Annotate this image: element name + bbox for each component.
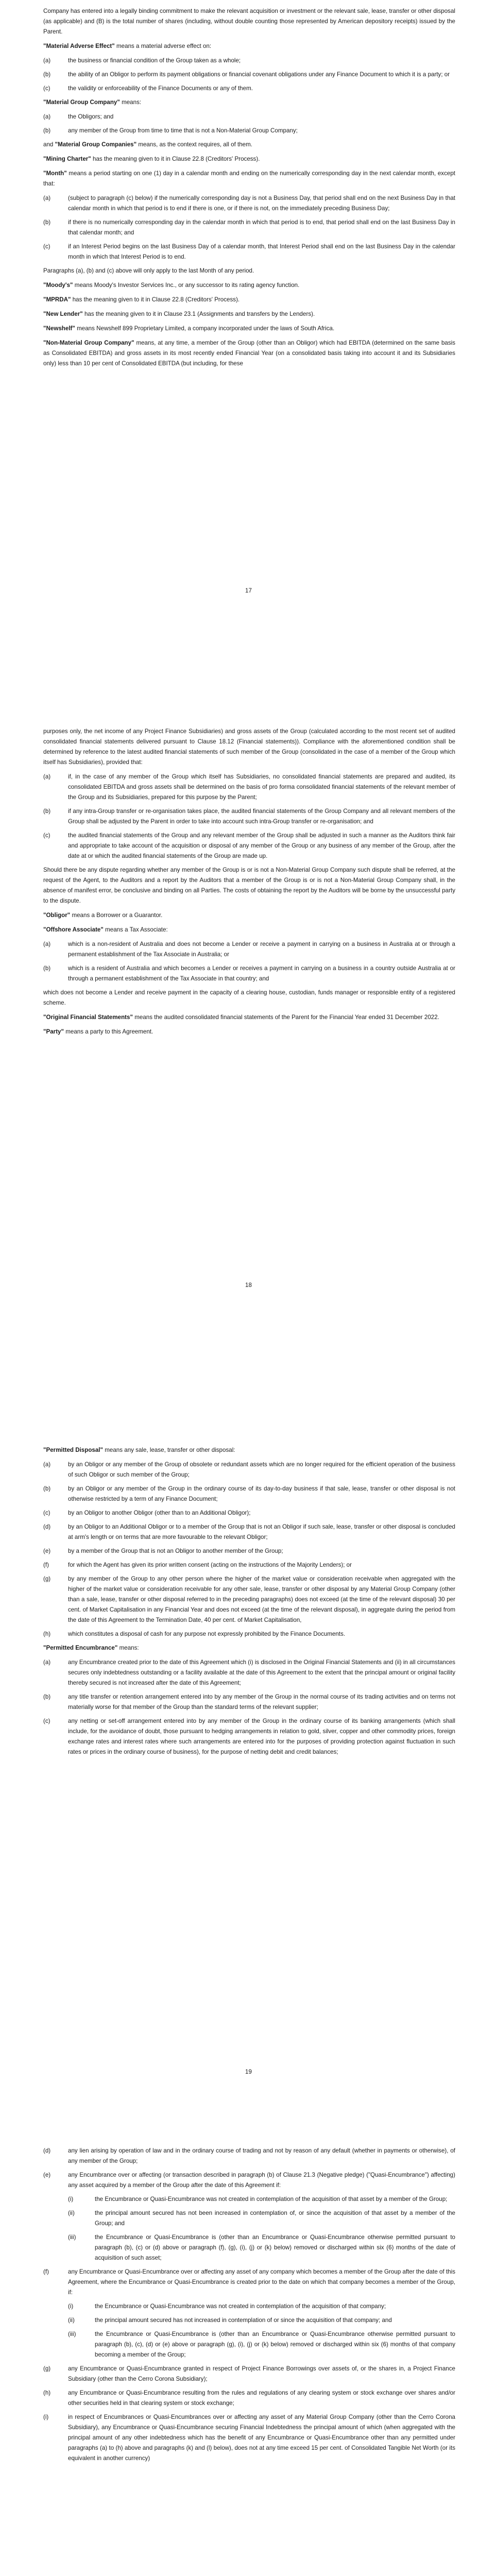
item-text: for which the Agent has given its prior written consent (acting on the instructions of the Majority Lenders); or: [68, 1562, 352, 1568]
paragraph: [43, 266, 455, 276]
paragraph-text: means:: [117, 1645, 139, 1651]
item-label: (h): [43, 2389, 51, 2396]
item-text: the business or financial condition of the Group taken as a whole;: [68, 57, 241, 64]
page-number: 19: [245, 2069, 252, 2075]
item-text: the audited financial statements of the Group and any relevant member of the Group shall be adjusted in such a manner as the Auditors think fair and appropriate to take account of the acquisition or disposal of any member of the Group or any business of any member of the Group, after the date at or which the audited financial statements of the Group are made up.: [68, 832, 455, 859]
page-content: [43, 6, 455, 373]
item-text: the Encumbrance or Quasi-Encumbrance was not created in contemplation of the acquisition of that company;: [95, 2303, 386, 2310]
page-19: [0, 1404, 497, 2107]
list-item: [43, 112, 455, 122]
item-label: (h): [43, 1631, 51, 1637]
paragraph-text: means a party to this Agreement.: [64, 1028, 153, 1035]
list-item: [43, 1484, 455, 1504]
item-label: (b): [43, 127, 51, 134]
item-text: any Encumbrance over or affecting (or transaction described in paragraph (b) of Clause 21.3 (Negative pledge) ("Quasi-Encumbrance") affecting) any asset acquired by a member of the Group after the date of this Agreement if:: [68, 2172, 455, 2189]
list-item: [43, 126, 455, 136]
item-text: by a member of the Group that is not an Obligor to another member of the Group;: [68, 1548, 283, 1554]
paragraph-text: Paragraphs (a), (b) and (c) above will only apply to the last Month of any period.: [43, 267, 254, 274]
page-content: [43, 726, 455, 1041]
list-item: [43, 70, 455, 80]
item-label: (c): [43, 832, 50, 839]
item-text: any netting or set-off arrangement entered into by any member of the Group in the ordinary course of its banking arrangements (which shall include, for the avoidance of doubt, those pursuant to hedging arrangements in relation to gold, silver, copper and other commodity prices, foreign exchange rates and interest rates where such arrangements are entered into for the purposes of providing protection against fluctuation in such rates or prices in the ordinary course of business), for the purpose of netting debit and credit balances;: [68, 1718, 455, 1755]
sub-list-item: [68, 2329, 455, 2360]
list-item: [43, 2364, 455, 2384]
list-item: [43, 1560, 455, 1570]
defined-term: "Newshelf": [43, 325, 75, 332]
item-text: the Encumbrance or Quasi-Encumbrance is (other than an Encumbrance or Quasi-Encumbrance otherwise permitted pursuant to paragraph (b), (c), (d) or (e) above or paragraph (g), (i), (j) or (k) below) removed or discharged within six (6) months of that company becoming a member of the Group;: [95, 2331, 455, 2358]
paragraph-text: has the meaning given to it in Clause 22.8 (Creditors' Process).: [91, 156, 260, 162]
defined-term: "Original Financial Statements": [43, 1014, 133, 1021]
sub-list-item: [68, 2208, 455, 2229]
item-text: by any member of the Group to any other person where the higher of the market value or consideration receivable when aggregated with the higher of the market value or consideration receivable for any other sale, lease, transfer or other disposal by any Material Group Company (other than a sale, lease, transfer or other disposal referred to in the preceding paragraphs) does not exceed (at the time of the relevant disposal) 30 per cent. of Market Capitalisation in any Financial Year and does not exceed (at the time of the relevant disposal), in aggregate during the period from the date of this Agreement to the Termination Date, 40 per cent. of Market Capitalisation,: [68, 1575, 455, 1623]
list-item: [43, 831, 455, 861]
defined-term: "Material Group Companies": [55, 141, 137, 148]
list-item: [43, 2146, 455, 2166]
list-item: [43, 1629, 455, 1639]
item-label: (e): [43, 2172, 51, 2178]
defined-term: "Material Group Company": [43, 99, 120, 106]
item-label: (b): [43, 1485, 51, 1492]
item-text: by an Obligor to an Additional Obligor or to a member of the Group that is not an Obligor if such sale, lease, transfer or other disposal is concluded at arm's length or on terms that are more favourable to the relevant Obligor;: [68, 1523, 455, 1540]
defined-term: "Party": [43, 1028, 64, 1035]
item-label: (i): [43, 2414, 49, 2420]
paragraph: [43, 168, 455, 189]
item-label: (i): [68, 2196, 74, 2202]
item-label: (a): [43, 195, 51, 201]
defined-term: "Material Adverse Effect": [43, 43, 115, 49]
list-item: [43, 242, 455, 262]
paragraph-text: means a material adverse effect on:: [114, 43, 212, 49]
item-text: by an Obligor or any member of the Group of obsolete or redundant assets which are no longer required for the efficient operation of the business of such Obligor or such member of the Group;: [68, 1461, 455, 1478]
item-label: (a): [43, 773, 51, 780]
list-item: [43, 1522, 455, 1543]
item-text: the Encumbrance or Quasi-Encumbrance is (other than an Encumbrance or Quasi-Encumbrance otherwise permitted pursuant to paragraph (b), (c) or (d) above or paragraph (f), (g), (i), (j) or (k) below) removed or discharged within six (6) months of the date of acquisition of such asset;: [95, 2234, 455, 2261]
item-label: (g): [43, 1575, 51, 1582]
item-text: which is a non-resident of Australia and does not become a Lender or receive a payment in carrying on a business in Australia at or through a permanent establishment of the Tax Associate in Australia; or: [68, 941, 455, 958]
list-item: [43, 806, 455, 827]
paragraph-text: means any sale, lease, transfer or other disposal:: [103, 1447, 235, 1453]
item-text: in respect of Encumbrances or Quasi-Encumbrances over or affecting any asset of any Material Group Company (other than the Cerro Corona Subsidiary), any Encumbrance or Quasi-Encumbrance securing Financial Indebtedness the principal amount of which (when aggregated with the principal amount of any other indebtedness which has the benefit of any Encumbrance or Quasi-Encumbrance other than any permitted under paragraphs (a) to (h) above and paragraphs (k) and (l) below), does not at any time exceed 15 per cent. of Consolidated Tangible Net Worth (or its equivalent in another currency): [68, 2414, 455, 2462]
paragraph-text: means, as the context requires, all of them.: [136, 141, 253, 148]
page-content: [43, 2146, 455, 2467]
list-item: [43, 1692, 455, 1713]
paragraph: [43, 1643, 455, 1653]
paragraph-text: Should there be any dispute regarding whether any member of the Group is or is not a Non-Material Group Company such dispute shall be referred, at the request of the Agent, to the Auditors and a report by the Auditors that a member of the Group is or is not a Non-Material Group Company shall, in the absence of manifest error, be conclusive and binding on all Parties. The costs of obtaining the report by the Auditors will be borne by the unsuccessful party to the dispute.: [43, 867, 455, 904]
paragraph: [43, 140, 455, 150]
paragraph-text: means Moody's Investor Services Inc., or any successor to its rating agency function.: [73, 282, 300, 289]
item-text: any Encumbrance or Quasi-Encumbrance resulting from the rules and regulations of any clearing system or stock exchange over shares and/or other securities held in that clearing system or stock exchange;: [68, 2389, 455, 2406]
page-number: 18: [245, 1282, 252, 1289]
defined-term: "New Lender": [43, 311, 83, 317]
item-label: (e): [43, 1548, 51, 1554]
item-label: (b): [43, 1693, 51, 1700]
paragraph: [43, 1012, 455, 1023]
item-label: (c): [43, 85, 50, 92]
paragraph-text: which does not become a Lender and receive payment in the capacity of a clearing house, custodian, funds manager or responsible entity of a registered scheme.: [43, 989, 455, 1006]
item-label: (c): [43, 1510, 50, 1516]
paragraph-text: has the meaning given to it in Clause 23.1 (Assignments and transfers by the Lenders).: [82, 311, 315, 317]
item-label: (ii): [68, 2210, 75, 2216]
defined-term: "Mining Charter": [43, 156, 91, 162]
item-text: which is a resident of Australia and which becomes a Lender or receives a payment in carrying on a business in a country outside Australia at or through a permanent establishment of the Tax Associate in that country; and: [68, 965, 455, 982]
item-label: (b): [43, 219, 51, 226]
item-label: (a): [43, 1659, 51, 1666]
list-item: [43, 1716, 455, 1757]
paragraph-text: Company has entered into a legally binding commitment to make the relevant acquisition or investment or the relevant sale, lease, transfer or other disposal (as applicable) and (B) is the total number of shares (including, without double counting those represented by American depository receipts) issued by the Parent.: [43, 8, 455, 35]
paragraph-text: means:: [119, 99, 142, 106]
item-text: the Obligors; and: [68, 113, 114, 120]
defined-term: "Obligor": [43, 912, 71, 919]
sub-list-item: [68, 2232, 455, 2263]
sub-list-item: [68, 2315, 455, 2326]
paragraph: [43, 97, 455, 108]
item-text: any Encumbrance or Quasi-Encumbrance granted in respect of Project Finance Borrowings over assets of, or the shares in, a Project Finance Subsidiary (other than the Cerro Corona Subsidiary);: [68, 2365, 455, 2382]
item-label: (b): [43, 71, 51, 78]
paragraph: [43, 726, 455, 768]
list-item: [43, 83, 455, 94]
list-item: [43, 2388, 455, 2409]
item-label: (iii): [68, 2234, 76, 2241]
item-text: the principal amount secured has not increased in contemplation of or since the acquisition of that company; and: [95, 2317, 392, 2324]
item-label: (b): [43, 965, 51, 972]
defined-term: "Month": [43, 170, 67, 177]
defined-term: "MPRDA": [43, 296, 71, 303]
list-item: [43, 193, 455, 214]
sub-list-item: [68, 2194, 455, 2205]
item-label: (f): [43, 2268, 49, 2275]
item-text: by an Obligor to another Obligor (other than to an Additional Obligor);: [68, 1510, 251, 1516]
item-text: if any intra-Group transfer or re-organisation takes place, the audited financial statements of the Group Company and all relevant members of the Group shall be adjusted by the Parent in order to take into account such intra-Group transfer or re-organisation; and: [68, 808, 455, 825]
paragraph: [43, 324, 455, 334]
item-label: (a): [43, 57, 51, 64]
list-item: [43, 2170, 455, 2191]
paragraph-text: means the audited consolidated financial statements of the Parent for the Financial Year ended 31 December 2022.: [133, 1014, 439, 1021]
list-item: [43, 1657, 455, 1688]
item-text: by an Obligor or any member of the Group in the ordinary course of its day-to-day business if that sale, lease, transfer or other disposal is not otherwise restricted by a term of any Finance Document;: [68, 1485, 455, 1502]
sub-list-item: [68, 2301, 455, 2312]
paragraph: [43, 988, 455, 1008]
list-item: [43, 56, 455, 66]
item-text: if an Interest Period begins on the last Business Day of a calendar month, that Interest Period shall end on the last Business Day in the calendar month in which that Interest Period is to end.: [68, 243, 455, 260]
page-20: [0, 2107, 497, 2576]
defined-term: "Offshore Associate": [43, 926, 104, 933]
item-label: (c): [43, 243, 50, 250]
list-item: [43, 963, 455, 984]
item-label: (d): [43, 1523, 51, 1530]
list-item: [43, 217, 455, 238]
paragraph-text: means, at any time, a member of the Group (other than an Obligor) which had EBITDA (determined on the same basis as Consolidated EBITDA) and gross assets in its most recently ended Financial Year (on a consolidated basis taking into account it and its Subsidiaries only) less than 10 per cent of Consolidated EBITDA (but including, for these: [43, 340, 456, 367]
item-label: (iii): [68, 2331, 76, 2337]
item-text: the Encumbrance or Quasi-Encumbrance was not created in contemplation of the acquisition of that asset by a member of the Group;: [95, 2196, 448, 2202]
paragraph: [43, 865, 455, 906]
item-text: if there is no numerically corresponding day in the calendar month in which that period is to end, that period shall end on the last Business Day in that calendar month; and: [68, 219, 455, 236]
paragraph: [43, 154, 455, 164]
list-item: [43, 2412, 455, 2464]
paragraph-text: has the meaning given to it in Clause 22.8 (Creditors' Process).: [71, 296, 240, 303]
item-text: the principal amount secured has not been increased in contemplation of, or since the acquisition of that asset by a member of the Group; and: [95, 2210, 455, 2227]
list-item: [43, 939, 455, 960]
item-text: the ability of an Obligor to perform its payment obligations or financial covenant obligations under any Finance Document to which it is a party; or: [68, 71, 450, 78]
list-item: [43, 2267, 455, 2298]
item-label: (a): [43, 941, 51, 947]
paragraph-text: means a period starting on one (1) day in a calendar month and ending on the numerically corresponding day in the next calendar month, except that:: [43, 170, 455, 187]
paragraph-text: means a Tax Associate:: [103, 926, 168, 933]
list-item: [43, 772, 455, 803]
paragraph-text: means a Borrower or a Guarantor.: [70, 912, 163, 919]
item-text: any Encumbrance created prior to the date of this Agreement which (i) is disclosed in the Original Financial Statements and (ii) in all circumstances secures only indebtedness outstanding or a facility available at the date of this Agreement to the extent that the principal amount or original facility thereby secured is not increased after the date of this Agreement;: [68, 1659, 456, 1686]
paragraph: [43, 6, 455, 37]
paragraph: [43, 295, 455, 305]
defined-term: "Permitted Disposal": [43, 1447, 104, 1453]
item-text: any Encumbrance or Quasi-Encumbrance over or affecting any asset of any company which becomes a member of the Group after the date of this Agreement, where the Encumbrance or Quasi-Encumbrance is created prior to the date on which that company becomes a member of the Group, if:: [68, 2268, 455, 2296]
list-item: [43, 1574, 455, 1625]
item-label: (c): [43, 1718, 50, 1724]
item-label: (f): [43, 1562, 49, 1568]
page-number: 17: [245, 587, 252, 594]
item-text: any title transfer or retention arrangement entered into by any member of the Group in the normal course of its trading activities and on terms not materially worse for that member of the Group than the standard terms of the relevant supplier;: [68, 1693, 455, 1710]
paragraph-text: purposes only, the net income of any Project Finance Subsidiaries) and gross assets of the Group (calculated according to the most recent set of audited consolidated financial statements delivered pursuant to Clause 18.12 (Financial statements)). Compliance with the aforementioned condition shall be determined by reference to the latest audited financial statements of such member of the Group (consolidated in the case of a member of the Group which itself has Subsidiaries), provided that:: [43, 728, 455, 766]
paragraph: [43, 309, 455, 319]
item-label: (d): [43, 2147, 51, 2154]
item-label: (ii): [68, 2317, 75, 2324]
page-18: [0, 701, 497, 1404]
item-text: any member of the Group from time to time that is not a Non-Material Group Company;: [68, 127, 298, 134]
paragraph-text: means Newshelf 899 Proprietary Limited, a company incorporated under the laws of South Africa.: [75, 325, 335, 332]
item-label: (g): [43, 2365, 51, 2372]
item-text: any lien arising by operation of law and in the ordinary course of trading and not by reason of any default (whether in payments or otherwise), of any member of the Group;: [68, 2147, 455, 2164]
defined-term: "Non-Material Group Company": [43, 340, 134, 346]
list-item: [43, 1508, 455, 1518]
paragraph: [43, 925, 455, 935]
item-label: (b): [43, 808, 51, 815]
page-17: [0, 0, 497, 701]
paragraph: [43, 910, 455, 921]
paragraph: [43, 1445, 455, 1455]
paragraph: [43, 280, 455, 291]
item-text: the validity or enforceability of the Finance Documents or any of them.: [68, 85, 253, 92]
paragraph-lead: and: [43, 141, 55, 148]
item-text: which constitutes a disposal of cash for any purpose not expressly prohibited by the Finance Documents.: [68, 1631, 346, 1637]
item-label: (a): [43, 113, 51, 120]
item-text: if, in the case of any member of the Group which itself has Subsidiaries, no consolidated financial statements are prepared and audited, its consolidated EBITDA and gross assets shall be determined on the basis of pro forma consolidated financial statements of the relevant member of the Group and its Subsidiaries, prepared for this purpose by the Parent;: [68, 773, 455, 801]
item-label: (i): [68, 2303, 74, 2310]
list-item: [43, 1460, 455, 1480]
list-item: [43, 1546, 455, 1556]
paragraph: [43, 1027, 455, 1037]
page-content: [43, 1445, 455, 1761]
paragraph: [43, 41, 455, 52]
defined-term: "Permitted Encumbrance": [43, 1645, 118, 1651]
paragraph: [43, 338, 455, 369]
item-text: (subject to paragraph (c) below) if the numerically corresponding day is not a Business Day, that period shall end on the next Business Day in that calendar month in which that period is to end if there is one, or if there is not, on the immediately preceding Business Day;: [68, 195, 455, 212]
defined-term: "Moody's": [43, 282, 73, 289]
item-label: (a): [43, 1461, 51, 1468]
